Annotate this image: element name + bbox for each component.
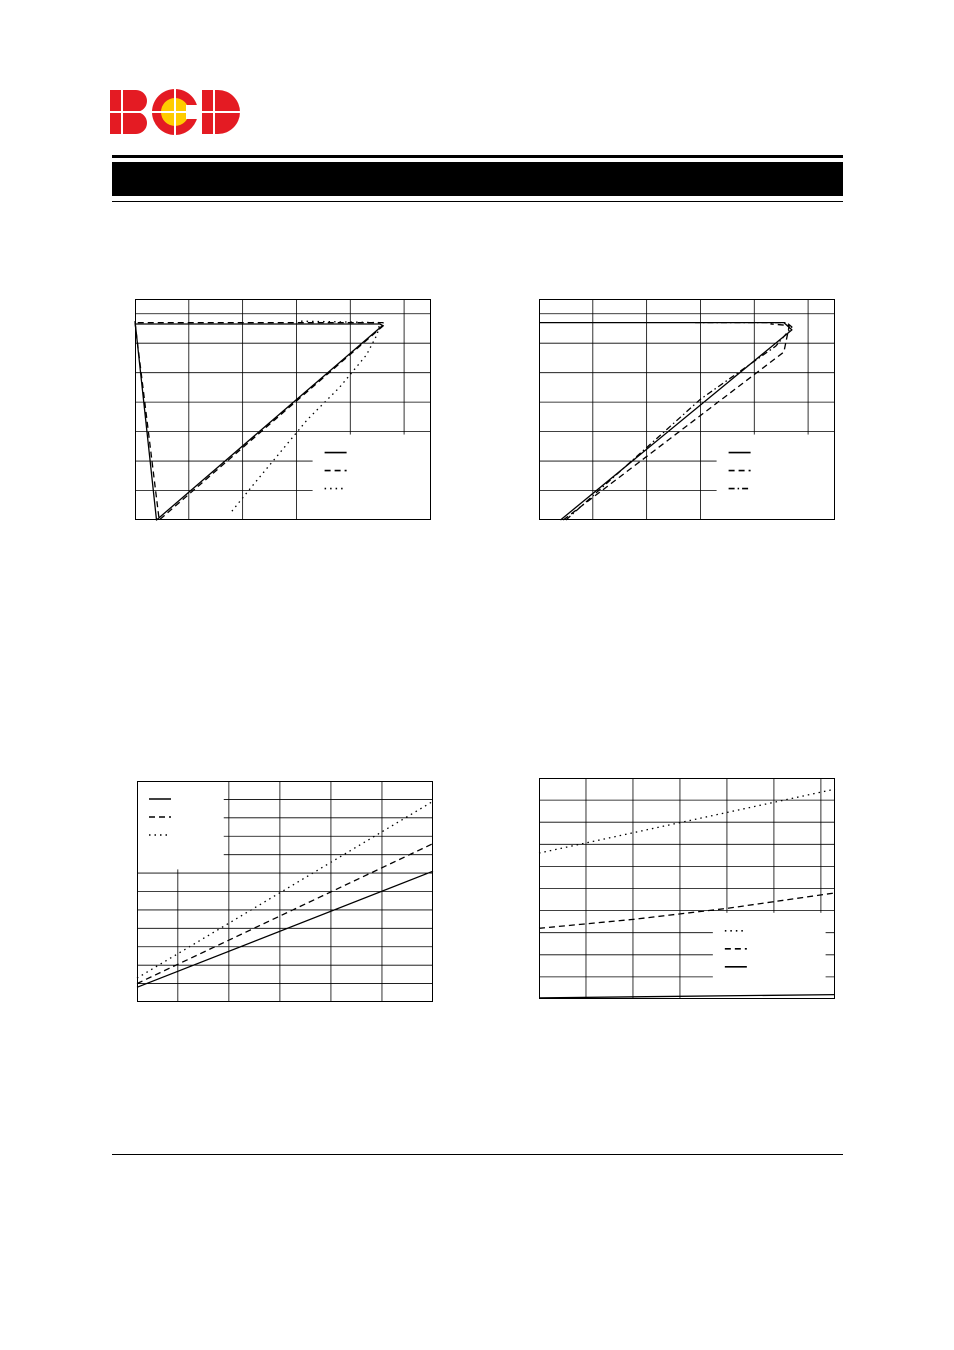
chart-1-legend-box: [313, 435, 431, 520]
chart-2-legend-box: [717, 435, 835, 520]
chart-4-series-0-line: [539, 789, 835, 853]
bcd-logo: [108, 88, 242, 136]
title-bar: [112, 162, 843, 196]
chart-3-legend-box: [137, 781, 224, 869]
footer-rule: [112, 1154, 843, 1155]
header-underline: [112, 201, 843, 202]
chart-3: [137, 781, 433, 1002]
chart-4-legend-box: [713, 913, 826, 999]
chart-2: [539, 299, 835, 520]
header-rule: [112, 155, 843, 158]
chart-4: [539, 778, 835, 999]
chart-1: [135, 299, 431, 520]
chart-3-series-0-line: [137, 871, 433, 987]
